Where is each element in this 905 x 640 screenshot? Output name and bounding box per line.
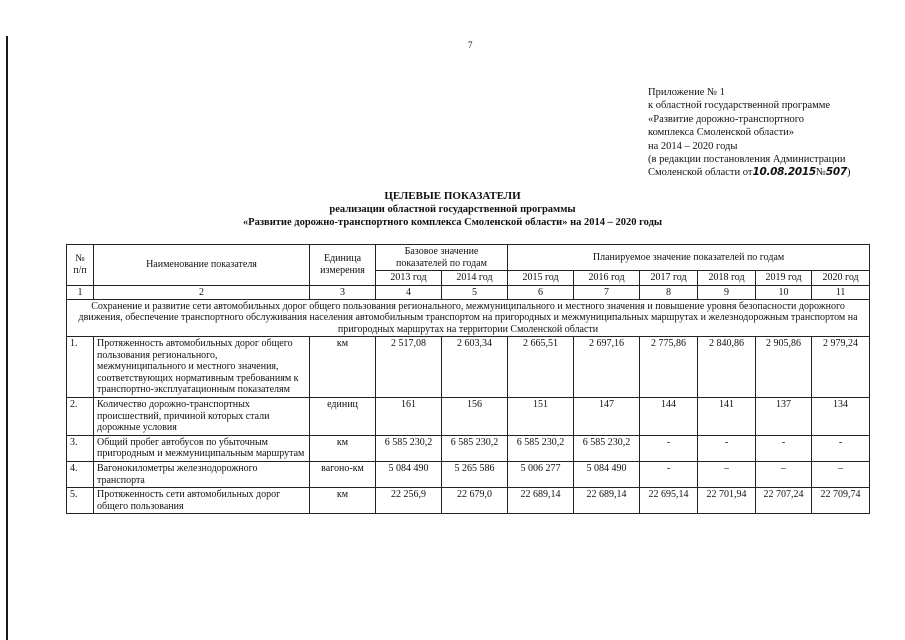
row-value: 2 517,08 — [376, 337, 442, 398]
column-number: 6 — [508, 285, 574, 299]
table-row — [67, 337, 870, 398]
year-header: 2020 год — [812, 271, 870, 286]
column-number: 9 — [698, 285, 756, 299]
row-unit: км — [310, 337, 376, 398]
appendix-line: на 2014 – 2020 годы — [648, 140, 738, 152]
appendix-line-prefix: Смоленской области от — [648, 167, 753, 179]
row-num: 2. — [67, 397, 94, 435]
row-unit: км — [310, 435, 376, 461]
appendix-note — [648, 86, 850, 180]
column-number: 4 — [376, 285, 442, 299]
row-value: 22 679,0 — [442, 488, 508, 514]
handwritten-date: 10.08.2015 — [752, 166, 816, 179]
appendix-line: к областной государственной программе — [648, 100, 831, 112]
column-number: 1 — [67, 285, 94, 299]
row-value: 2 775,86 — [640, 337, 698, 398]
year-header: 2015 год — [508, 271, 574, 286]
row-value: 5 084 490 — [376, 461, 442, 487]
handwritten-number: 507 — [825, 166, 847, 179]
row-num: 4. — [67, 461, 94, 487]
document-title: ЦЕЛЕВЫЕ ПОКАЗАТЕЛИ — [384, 190, 521, 202]
section-title-row — [67, 299, 870, 336]
year-header: 2016 год — [574, 271, 640, 286]
row-unit: км — [310, 488, 376, 514]
row-value: 2 905,86 — [756, 337, 812, 398]
closing-paren: ) — [846, 167, 851, 179]
column-number: 3 — [310, 285, 376, 299]
number-sign: № — [815, 167, 826, 179]
row-num: 5. — [67, 488, 94, 514]
row-value: 5 265 586 — [442, 461, 508, 487]
row-value: 5 006 277 — [508, 461, 574, 487]
table-row — [67, 488, 870, 514]
row-value: 5 084 490 — [574, 461, 640, 487]
document-title-block — [0, 190, 905, 229]
page-number: 7 — [468, 40, 473, 50]
header-planned: Планируемое значение показателей по годам — [508, 245, 870, 271]
appendix-line: Приложение № 1 — [648, 87, 725, 98]
document-subtitle: реализации областной государственной программы — [329, 204, 576, 215]
row-value: 22 256,9 — [376, 488, 442, 514]
row-value: 6 585 230,2 — [376, 435, 442, 461]
year-header: 2018 год — [698, 271, 756, 286]
column-number: 5 — [442, 285, 508, 299]
header-name: Наименование показателя — [94, 245, 310, 286]
column-number: 2 — [94, 285, 310, 299]
year-header: 2013 год — [376, 271, 442, 286]
row-value: 144 — [640, 397, 698, 435]
row-name: Протяженность автомобильных дорог общего пользования регионального, межмуниципального и местного значения, соответствующих нормативным требованиям к транспортно-эксплуатационным показателям — [94, 337, 310, 398]
year-header: 2017 год — [640, 271, 698, 286]
column-number-row — [67, 285, 870, 299]
column-number: 8 — [640, 285, 698, 299]
row-name: Протяженность сети автомобильных дорог общего пользования — [94, 488, 310, 514]
row-num: 1. — [67, 337, 94, 398]
row-value: 6 585 230,2 — [574, 435, 640, 461]
row-value: - — [640, 461, 698, 487]
row-value: 22 689,14 — [574, 488, 640, 514]
row-value: 161 — [376, 397, 442, 435]
row-value: 147 — [574, 397, 640, 435]
row-value: – — [756, 461, 812, 487]
row-value: – — [698, 461, 756, 487]
indicators-table — [66, 244, 870, 514]
year-header: 2014 год — [442, 271, 508, 286]
row-value: - — [698, 435, 756, 461]
column-number: 10 — [756, 285, 812, 299]
row-name: Вагонокилометры железнодорожного транспорта — [94, 461, 310, 487]
row-value: - — [812, 435, 870, 461]
scan-edge-line — [6, 36, 8, 640]
row-value: 6 585 230,2 — [442, 435, 508, 461]
row-value: 156 — [442, 397, 508, 435]
appendix-line: (в редакции постановления Администрации — [648, 154, 846, 166]
header-unit: Единица измерения — [310, 245, 376, 286]
appendix-line: комплекса Смоленской области» — [648, 127, 795, 139]
row-value: 134 — [812, 397, 870, 435]
column-number: 7 — [574, 285, 640, 299]
row-value: 2 979,24 — [812, 337, 870, 398]
row-value: 2 840,86 — [698, 337, 756, 398]
row-value: – — [812, 461, 870, 487]
row-name: Общий пробег автобусов по убыточным пригородным и межмуниципальным маршрутам — [94, 435, 310, 461]
document-subtitle-program: «Развитие дорожно-транспортного комплекса Смоленской области» на 2014 – 2020 годы — [242, 217, 663, 228]
row-value: - — [640, 435, 698, 461]
section-title: Сохранение и развитие сети автомобильных дорог общего пользования регионального, межмуниципального и местного значения и повышение уровня безопасности дорожного движения, обеспечение транспортного обслуживания населения автомобильным транспортом на пригородных и межмуниципальных маршрутах и железнодорожным транспортом на пригородных маршрутах на территории Смоленской области — [67, 299, 870, 336]
row-value: - — [756, 435, 812, 461]
row-value: 2 697,16 — [574, 337, 640, 398]
table-row — [67, 397, 870, 435]
header-num: № п/п — [67, 245, 94, 286]
row-value: 141 — [698, 397, 756, 435]
row-value: 2 665,51 — [508, 337, 574, 398]
row-value: 22 709,74 — [812, 488, 870, 514]
row-value: 22 701,94 — [698, 488, 756, 514]
row-unit: единиц — [310, 397, 376, 435]
row-value: 6 585 230,2 — [508, 435, 574, 461]
row-value: 22 695,14 — [640, 488, 698, 514]
header-base: Базовое значение показателей по годам — [376, 245, 508, 271]
row-value: 137 — [756, 397, 812, 435]
row-value: 22 689,14 — [508, 488, 574, 514]
row-value: 22 707,24 — [756, 488, 812, 514]
year-header: 2019 год — [756, 271, 812, 286]
row-unit: вагоно-км — [310, 461, 376, 487]
row-value: 151 — [508, 397, 574, 435]
row-num: 3. — [67, 435, 94, 461]
column-number: 11 — [812, 285, 870, 299]
table-row — [67, 461, 870, 487]
appendix-last-line — [648, 166, 850, 179]
row-value: 2 603,34 — [442, 337, 508, 398]
appendix-line: «Развитие дорожно-транспортного — [648, 113, 805, 125]
row-name: Количество дорожно-транспортных происшествий, причиной которых стали дорожные условия — [94, 397, 310, 435]
table-header-row — [67, 245, 870, 271]
table-row — [67, 435, 870, 461]
